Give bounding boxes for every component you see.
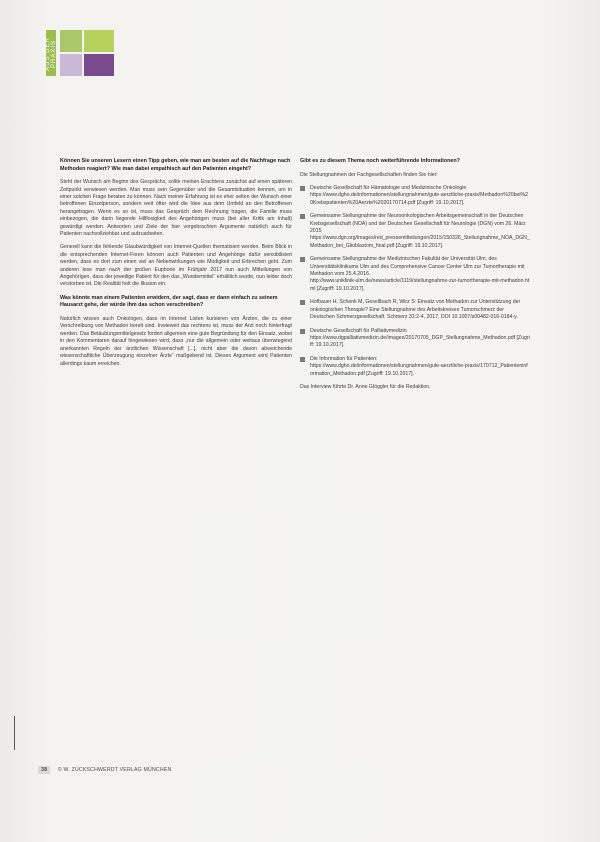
page-footer <box>38 766 171 774</box>
answer-paragraph: Natürlich wissen auch Onkologen, dass im Internet Listen kursieren von Ärzten, die zu einer Verschreibung von Methadon bereit sind. Inwieweit das rechtens ist, muss der Arzt noch hinterfragt werden. Das Betäubungsmittelgesetz fordert allgemein eine gute Begründung für den Einsatz, wobei in den Kommentaren darauf hingewiesen wird, dass „nur die allgemein oder weitaus überwiegend anerkannten Regeln der ärztlichen Wissenschaft [...], nicht aber die davon abweichende wissenschaftliche Überzeugung einzelner Ärzte“ maßgebend ist. Dieses Argument wird Patienten allerdings kaum erreichen. <box>60 316 292 367</box>
reference-link[interactable]: https://www.dgpalliativmedizin.de/images/20170705_DGP_Stellungnahme_Methadon.pdf [Zugriff: 19.10.2017]. <box>310 334 530 349</box>
left-column <box>60 158 292 374</box>
decor-square-lavender <box>60 54 82 76</box>
decor-square-purple <box>84 54 114 76</box>
reference-item <box>300 356 530 378</box>
publisher-credit: © W. ZUCKSCHWERDT VERLAG MÜNCHEN <box>57 767 172 773</box>
bullet-square-icon <box>300 357 305 362</box>
intro-text: Die Stellungnahmen der Fachgesellschaften finden Sie hier: <box>300 171 438 178</box>
decor-square-light-green <box>60 30 82 52</box>
right-column <box>300 158 530 397</box>
reference-item <box>300 299 530 321</box>
section-label: AUS DER PRAXIS <box>45 37 57 71</box>
reference-text: Hofbauer H, Schenk M, Gesellbach R, Wirz S: Einsatz von Methadon zur Unterstützung der onkologischen Therapie? Eine Stellungnahme des Arbeitskreises Tumorschmerz der Deutschen Schmerzgesellschaft. Schmerz 31:2-4, 2017, DOI 10.1007/s00482-016-0184-y. <box>310 299 521 321</box>
reference-link[interactable]: https://www.dgn.org/images/red_pressemitteilungen/2015/150326_Stellungnahme_NOA_DGN_Methadon_bei_Glioblastom_final.pdf [Zugriff: 19.10.2017]. <box>310 235 530 249</box>
section-tab <box>46 30 56 76</box>
question-heading: Gibt es zu diesem Thema noch weiterführende Informationen? <box>300 158 460 164</box>
bullet-square-icon <box>300 329 305 334</box>
reference-text: Deutsche Gesellschaft für Palliativmedizin <box>310 327 407 334</box>
page-number: 38 <box>38 766 50 774</box>
reference-text: Die Information für Patienten: <box>310 355 378 362</box>
answer-paragraph: Steht der Wunsch am Beginn des Gesprächs, sollte meinen Erachtens zunächst auf einen späteren Zeitpunkt verwiesen werden. Man muss sein Gegenüber und die Gesamtsituation kennen, um in einer solchen Frage beraten zu können. Nach meiner Erfahrung ist es eher selten der Wunsch einer betroffenen Einzelperson, sondern weit öfter wird die Idee aus dem Umfeld an den Betroffenen herangetragen. Wenn es so ist, muss das Gespräch dem Rechnung tragen, die Familie muss einbezogen, die darin liegende Hilflosigkeit des Angehörigen muss (bei aller Kritik am Inhalt) gewürdigt werden. Antworten und Ziele der hier vorgebrachten Argumente natürlich auch für Patienten nachvollziehbar und aufzuarbeiten. <box>60 179 292 238</box>
reference-item <box>300 256 530 293</box>
reference-text: Deutsche Gesellschaft für Hämatologie und Medizinische Onkologie <box>310 185 467 191</box>
margin-mark <box>14 716 15 750</box>
decor-square-green <box>84 30 114 52</box>
reference-item <box>300 185 530 207</box>
bullet-square-icon <box>300 257 305 262</box>
reference-link[interactable]: https://www.dgho.de/informationen/stellungnahmen/gute-aerztliche-praxis/Methadon%20bei%20Krebspatienten%20Aerzte%2020170714.pdf [Zugriff: 19.10.2017]. <box>310 192 529 206</box>
reference-link[interactable]: http://www.uniklinik-ulm.de/news/article/1119/stellungnahme-zur-tumortherapie-mit-methadon.html [Zugriff: 19.10.2017]. <box>310 278 530 292</box>
reference-item <box>300 328 530 350</box>
bullet-square-icon <box>300 300 305 305</box>
question-heading: Können Sie unseren Lesern einen Tipp geben, wie man am besten auf die Nachfrage nach Methoden reagiert? Wie man dabei empathisch auf den Patienten eingeht? <box>60 158 291 172</box>
bullet-square-icon <box>300 214 305 219</box>
reference-text: Gemeinsame Stellungnahme der Medizinischen Fakultät der Universität Ulm, des Universitätsklinikums Ulm und des Comprehensive Cancer Center Ulm zur Tumortherapie mit Methadon vom 25.4.2016. <box>310 256 525 278</box>
closing-note: Das Interview führte Dr. Anne Glöggler für die Redaktion. <box>300 383 431 390</box>
reference-item <box>300 213 530 250</box>
bullet-square-icon <box>300 186 305 191</box>
answer-paragraph: Generell kann die fehlende Glaubwürdigkeit von Internet-Quellen thematisiert werden. Beim Blick in die entsprechenden Internet-Foren können auch Patienten und Angehörige dafür sensibilisiert werden, dass es dort zum einen viel an Nebenwirkungen wie Müdigkeit und Erbrechen geht. Zum anderen lese man nach der großen Euphorie im Frühjahr 2017 nun auch Mitteilungen von Angehörigen, dass der jeweilige Patient für den das „Wundermittel“ erhältlich wurde, nun leider doch verstorben ist. Die Realität holt die Illusion ein. <box>60 244 292 288</box>
reference-text: Gemeinsame Stellungnahme der Neuroonkologischen Arbeitsgemeinschaft in der Deutschen Krebsgesellschaft (NOA) und der Deutschen Gesellschaft für Neurologie (DGN) vom 26. März 2015 <box>310 213 526 235</box>
reference-link[interactable]: https://www.dgho.de/informationen/stellungnahmen/gute-aerztliche-praxis/170712_Patienteninformation_Methadon.pdf [Zugriff: 19.10.2017]. <box>310 363 528 377</box>
question-heading: Was könnte man einem Patienten erwidern, der sagt, dass er dann einfach zu seinem Hausarzt gehe, der würde ihm das schon verschreiben? <box>60 294 278 309</box>
